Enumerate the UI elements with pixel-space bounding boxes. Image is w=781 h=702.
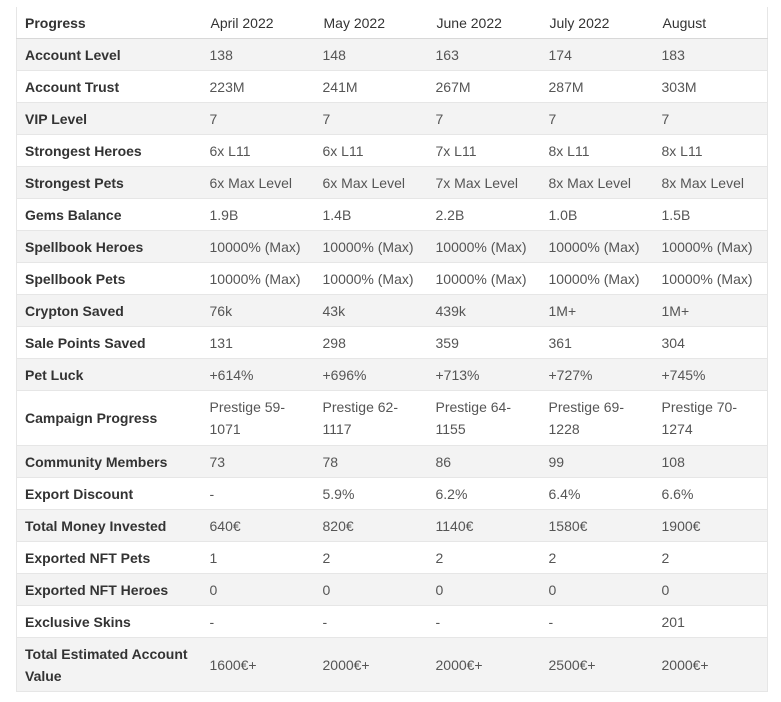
table-cell: 148 (316, 39, 429, 71)
table-cell: 138 (203, 39, 316, 71)
table-cell: 183 (655, 39, 768, 71)
table-row (17, 39, 768, 71)
table-cell: 6x L11 (203, 135, 316, 167)
table-cell: 10000% (Max) (542, 263, 655, 295)
table-cell: 10000% (Max) (655, 263, 768, 295)
table-row (17, 135, 768, 167)
table-cell: 10000% (Max) (316, 231, 429, 263)
table-row (17, 542, 768, 574)
table-cell: 7 (655, 103, 768, 135)
table-cell: 73 (203, 446, 316, 478)
table-cell: 1140€ (429, 510, 542, 542)
table-row (17, 446, 768, 478)
table-cell: 10000% (Max) (429, 231, 542, 263)
table-cell: 0 (655, 574, 768, 606)
table-cell: 76k (203, 295, 316, 327)
table-cell: - (203, 478, 316, 510)
table-cell: 1.4B (316, 199, 429, 231)
table-cell: 1600€+ (203, 638, 316, 692)
table-cell: 7x Max Level (429, 167, 542, 199)
table-cell: 7 (203, 103, 316, 135)
table-cell: 1 (203, 542, 316, 574)
table-cell: Prestige 59-1071 (203, 391, 316, 446)
table-body (17, 39, 768, 692)
row-label: Strongest Heroes (17, 135, 203, 167)
table-cell: 10000% (Max) (542, 231, 655, 263)
table-row (17, 71, 768, 103)
table-cell: 0 (316, 574, 429, 606)
table-cell: - (542, 606, 655, 638)
row-label: Exported NFT Pets (17, 542, 203, 574)
table-cell: 2000€+ (655, 638, 768, 692)
table-cell: 99 (542, 446, 655, 478)
table-cell: 640€ (203, 510, 316, 542)
table-cell: 8x L11 (542, 135, 655, 167)
table-cell: 439k (429, 295, 542, 327)
table-cell: 10000% (Max) (429, 263, 542, 295)
row-label: Campaign Progress (17, 391, 203, 446)
progress-table (16, 7, 768, 692)
table-row (17, 199, 768, 231)
table-cell: 8x L11 (655, 135, 768, 167)
table-cell: Prestige 64-1155 (429, 391, 542, 446)
table-cell: - (429, 606, 542, 638)
table-row (17, 606, 768, 638)
table-cell: 303M (655, 71, 768, 103)
table-cell: 1M+ (655, 295, 768, 327)
table-cell: +713% (429, 359, 542, 391)
table-header (17, 7, 768, 39)
table-cell: 78 (316, 446, 429, 478)
table-cell: 7 (316, 103, 429, 135)
row-label: Account Trust (17, 71, 203, 103)
table-cell: 2500€+ (542, 638, 655, 692)
table-row (17, 327, 768, 359)
table-cell: 1580€ (542, 510, 655, 542)
table-cell: 6x L11 (316, 135, 429, 167)
table-cell: 2.2B (429, 199, 542, 231)
header-may-2022: May 2022 (316, 7, 429, 39)
table-row (17, 263, 768, 295)
row-label: Pet Luck (17, 359, 203, 391)
row-label: Spellbook Heroes (17, 231, 203, 263)
table-cell: 163 (429, 39, 542, 71)
table-cell: 298 (316, 327, 429, 359)
table-row (17, 510, 768, 542)
row-label: Account Level (17, 39, 203, 71)
table-cell: 287M (542, 71, 655, 103)
table-row (17, 231, 768, 263)
table-row (17, 638, 768, 692)
table-cell: 359 (429, 327, 542, 359)
table-cell: 6.4% (542, 478, 655, 510)
table-cell: 174 (542, 39, 655, 71)
table-cell: +745% (655, 359, 768, 391)
table-cell: 0 (203, 574, 316, 606)
row-label: Exclusive Skins (17, 606, 203, 638)
table-cell: 1M+ (542, 295, 655, 327)
table-cell: 304 (655, 327, 768, 359)
row-label: Sale Points Saved (17, 327, 203, 359)
table-row (17, 167, 768, 199)
table-cell: Prestige 69-1228 (542, 391, 655, 446)
table-cell: 8x Max Level (542, 167, 655, 199)
row-label: Gems Balance (17, 199, 203, 231)
table-cell: 2 (655, 542, 768, 574)
table-cell: 10000% (Max) (203, 231, 316, 263)
header-august: August (655, 7, 768, 39)
row-label: Total Money Invested (17, 510, 203, 542)
table-cell: 361 (542, 327, 655, 359)
row-label: Exported NFT Heroes (17, 574, 203, 606)
row-label: Total Estimated Account Value (17, 638, 203, 692)
table-cell: Prestige 70-1274 (655, 391, 768, 446)
table-cell: 2 (316, 542, 429, 574)
table-cell: 7 (542, 103, 655, 135)
table-cell: 86 (429, 446, 542, 478)
table-cell: 1900€ (655, 510, 768, 542)
table-cell: 2000€+ (316, 638, 429, 692)
table-cell: 2 (542, 542, 655, 574)
table-cell: 10000% (Max) (655, 231, 768, 263)
table-cell: 241M (316, 71, 429, 103)
table-cell: 131 (203, 327, 316, 359)
table-cell: 43k (316, 295, 429, 327)
table-cell: 7 (429, 103, 542, 135)
table-row (17, 574, 768, 606)
table-cell: +727% (542, 359, 655, 391)
table-row (17, 103, 768, 135)
table-cell: - (316, 606, 429, 638)
table-row (17, 359, 768, 391)
table-cell: 1.5B (655, 199, 768, 231)
table-cell: 0 (429, 574, 542, 606)
row-label: Community Members (17, 446, 203, 478)
table-row (17, 295, 768, 327)
row-label: Spellbook Pets (17, 263, 203, 295)
table-cell: 6x Max Level (316, 167, 429, 199)
header-progress: Progress (17, 7, 203, 39)
table-cell: 8x Max Level (655, 167, 768, 199)
table-cell: 2000€+ (429, 638, 542, 692)
table-cell: Prestige 62-1117 (316, 391, 429, 446)
table-cell: 6.6% (655, 478, 768, 510)
header-row (17, 7, 768, 39)
header-april-2022: April 2022 (203, 7, 316, 39)
table-cell: 10000% (Max) (316, 263, 429, 295)
table-cell: +614% (203, 359, 316, 391)
table-cell: 223M (203, 71, 316, 103)
header-june-2022: June 2022 (429, 7, 542, 39)
table-row (17, 478, 768, 510)
table-cell: 5.9% (316, 478, 429, 510)
table-cell: 108 (655, 446, 768, 478)
table-cell: 0 (542, 574, 655, 606)
table-row (17, 391, 768, 446)
table-cell: 1.9B (203, 199, 316, 231)
header-july-2022: July 2022 (542, 7, 655, 39)
table-cell: 6.2% (429, 478, 542, 510)
table-cell: - (203, 606, 316, 638)
table-cell: 1.0B (542, 199, 655, 231)
table-cell: 6x Max Level (203, 167, 316, 199)
row-label: VIP Level (17, 103, 203, 135)
table-cell: 2 (429, 542, 542, 574)
table-cell: 7x L11 (429, 135, 542, 167)
row-label: Crypton Saved (17, 295, 203, 327)
table-cell: 267M (429, 71, 542, 103)
table-cell: 820€ (316, 510, 429, 542)
row-label: Export Discount (17, 478, 203, 510)
table-cell: +696% (316, 359, 429, 391)
table-cell: 201 (655, 606, 768, 638)
table-cell: 10000% (Max) (203, 263, 316, 295)
row-label: Strongest Pets (17, 167, 203, 199)
